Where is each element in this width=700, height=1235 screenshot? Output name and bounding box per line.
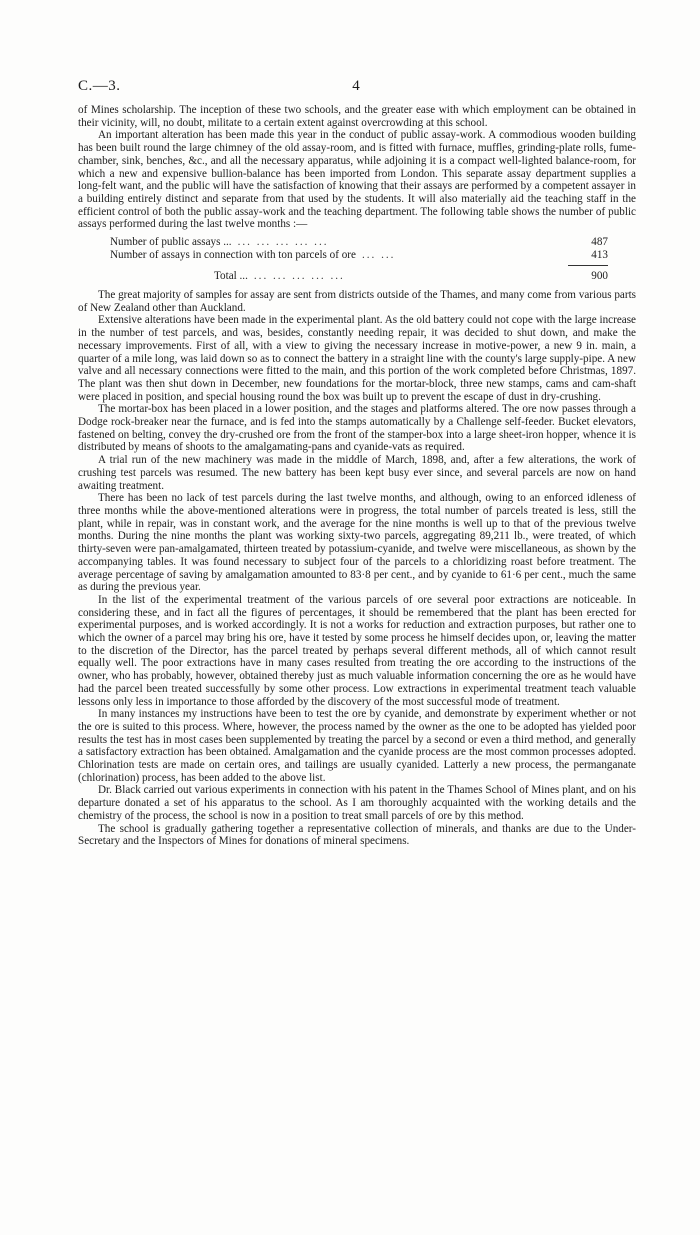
row-label: Number of assays in connection with ton parcels of ore — [110, 249, 356, 262]
paragraph: A trial run of the new machinery was made in the middle of March, 1898, and, after a few alterations, the work of crushing test parcels was resumed. The new battery has been kept busy ever since, and several parcels are now on hand awaiting treatment. — [78, 454, 636, 492]
paragraph: The great majority of samples for assay are sent from districts outside of the Thames, and many come from various parts of New Zealand other than Auckland. — [78, 289, 636, 314]
row-label: Number of public assays ... — [110, 236, 232, 249]
paragraph: An important alteration has been made this year in the conduct of public assay-work. A commodious wooden building has been built round the large chimney of the old assay-room, and is fitted with furnace, muffles, grinding-plate rolls, fume-chamber, sink, benches, &c., and all the necessary apparatus, while adjoining it is a compact well-lighted balance-room, for which a new and expensive bullion-balance has been imported from London. This separate assay department supplies a long-felt want, and the public will have the satisfaction of knowing that their assays are performed by a competent assayer in a building entirely distinct and separate from that used by the students. It will also materially aid the teaching staff in the efficient control of both the public assay-work and the teaching department. The following table shows the number of public assays performed during the last twelve months :— — [78, 129, 636, 231]
paragraph: In many instances my instructions have been to test the ore by cyanide, and demonstrate by experiment whether or not the ore is suited to this process. Where, however, the process named by the owner as the one to be adopted has yielded poor results the test has in most cases been supplemented by treating the parcel by a second or even a third method, and generally a satisfactory extraction has been obtained. Amalgamation and the cyanide process are the most common processes adopted. Chlorination tests are made on certain ores, and tailings are usually cyanided. Latterly a new process, the permanganate (chlorination) process, has been added to the above list. — [78, 708, 636, 784]
row-value: 413 — [591, 249, 608, 262]
page-number: 4 — [352, 78, 360, 94]
paragraph: In the list of the experimental treatment of the various parcels of ore several poor extractions are noticeable. In considering these, and in fact all the figures of percentages, it should be remembered that the plant has been erected for experimental purposes, and is worked accordingly. It is not a works for reduction and extraction purposes, but rather one to which the owner of a parcel may bring his ore, have it tested by some process he himself decides upon, or, leaving the matter to the discretion of the Director, has the parcel treated by perhaps several different methods, all of which cannot result equally well. The poor extractions have in many cases resulted from treating the ore according to the instructions of the owner, who has probably, however, obtained thereby just as much valuable information concerning the ore as he would have had the parcel been treated successfully by some other process. Low extractions in experimental treatment teach valuable lessons only less in importance to those afforded by the discovery of the most successful mode of treatment. — [78, 593, 636, 708]
row-value: 487 — [591, 236, 608, 249]
paragraph: of Mines scholarship. The inception of these two schools, and the greater ease with which employment can be obtained in their vicinity, will, no doubt, militate to a certain extent against overcrowding at this school. — [78, 104, 636, 129]
total-label: Total ... — [214, 270, 248, 283]
assay-table — [110, 236, 608, 283]
paragraph: Extensive alterations have been made in the experimental plant. As the old battery could not cope with the large increase in the number of test parcels, and was, besides, constantly needing repair, it was decided to shut down, and make the necessary improvements. First of all, with a view to giving the necessary increase in motive-power, a new 9 in. main, a quarter of a mile long, was laid down so as to connect the battery in a straight line with the county's large supply-pipe. A new valve and all necessary connections were fitted to the main, and this portion of the work completed before Christmas, 1897. The plant was then shut down in December, new foundations for the mortar-block, three new stamps, cams and cam-shaft were placed in position, and special housing round the box was built up to prevent the escape of dust in dry-crushing. — [78, 314, 636, 403]
page-header — [78, 78, 634, 100]
paragraph: Dr. Black carried out various experiments in connection with his patent in the Thames School of Mines plant, and on his departure donated a set of his apparatus to the school. As I am thoroughly acquainted with the working details and the chemistry of the process, the school is now in a position to treat small parcels of ore by this method. — [78, 784, 636, 822]
table-total-row — [110, 270, 608, 283]
leader-dots: ... ... — [361, 249, 396, 262]
paragraph: The mortar-box has been placed in a lower position, and the stages and platforms altered. The ore now passes through a Dodge rock-breaker near the furnace, and is fed into the stamps automatically by a Challenge self-feeder. Bucket elevators, fastened on belting, convey the dry-crushed ore from the front of the stamper-box into a large sheet-iron hopper, whence it is distributed by means of shoots to the amalgamating-pans and cyanide-vats as required. — [78, 403, 636, 454]
document-reference: C.—3. — [78, 78, 121, 94]
leader-dots: ... ... ... ... ... — [253, 270, 345, 283]
total-rule — [568, 265, 608, 266]
leader-dots: ... ... ... ... ... — [237, 236, 329, 249]
table-row — [110, 236, 608, 249]
document-body — [78, 104, 636, 848]
paragraph: There has been no lack of test parcels during the last twelve months, and although, owing to an enforced idleness of three months while the above-mentioned alterations were in progress, the total number of parcels treated is less, still the plant, while in repair, was in constant work, and the average for the nine months is well up to that of the previous twelve months. During the nine months the plant was working sixty-two parcels, aggregating 89,211 lb., were treated, of which thirty-seven were pan-amalgamated, thirteen treated by potassium-cyanide, and twelve were miscellaneous, as shown by the accompanying tables. It was found necessary to subject four of the parcels to a chloridizing roast before treatment. The average percentage of saving by amalgamation amounted to 83·8 per cent., and by cyanide to 61·6 per cent., much the same as during the previous year. — [78, 492, 636, 594]
table-row — [110, 249, 608, 262]
paragraph: The school is gradually gathering together a representative collection of minerals, and thanks are due to the Under-Secretary and the Inspectors of Mines for donations of mineral specimens. — [78, 822, 636, 848]
total-value: 900 — [591, 270, 608, 283]
